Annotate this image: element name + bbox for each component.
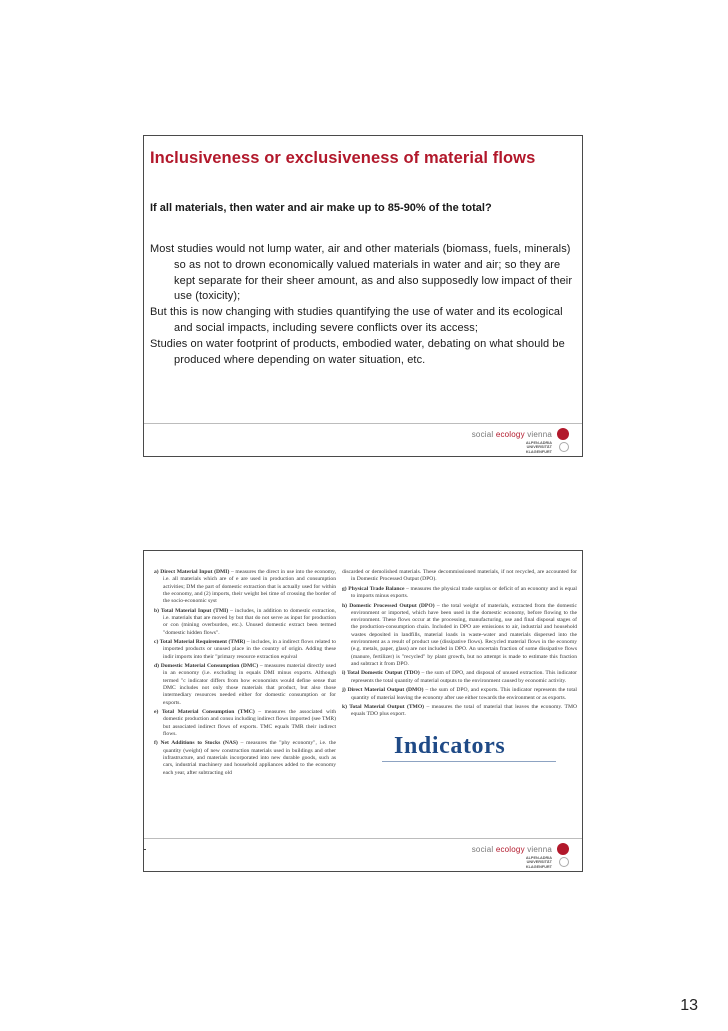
logo-mark-icon (557, 428, 569, 440)
definition-item: i) Total Domestic Output (TDO) – the sum of DPO, and disposal of unused extraction. This indicator represents the total quantity of material outputs to the environment caused by economic activity. (342, 670, 577, 684)
slide-title: Inclusiveness or exclusiveness of material flows (150, 149, 536, 167)
definition-item: f) Net Additions to Stocks (NAS) – measures the "phy economy", i.e. the quantity (weight) of new construction materials used in buildings and other infrastructure, and materials incorporated into new durable goods, such as cars, industrial machinery and household appliances added to the economy each year, after subtracting old (154, 740, 336, 776)
body-paragraph: Studies on water footprint of products, embodied water, debating on what should be produced where depending on water situation, etc. (150, 337, 565, 366)
indicators-badge (382, 733, 556, 762)
university-name: ALPEN-ADRIA UNIVERSITÄT KLAGENFURT (525, 856, 552, 869)
body-paragraph: But this is now changing with studies quantifying the use of water and its ecological and social impacts, including severe conflicts over its access; (150, 306, 563, 334)
definition-item: a) Direct Material Input (DMI) – measures the direct in use into the economy, i.e. all materials which are of e are used in production and consumption activities; DM the part of domestic extraction that is actually used for within the economy, and (2) imports, their weight bei time of crossing the border of the socio-economic syst (154, 569, 336, 605)
logo-mark-icon (557, 843, 569, 855)
definition-item: discarded or demolished materials. These decommissioned materials, if not recycled, are accounted for in Domestic Processed Output (DPO). (342, 569, 577, 583)
university-name: ALPEN-ADRIA UNIVERSITÄT KLAGENFURT (525, 441, 552, 454)
social-ecology-vienna-logo (458, 430, 570, 456)
slide-body (150, 242, 578, 368)
logo-wordmark: social ecology vienna (471, 845, 552, 854)
definition-item: b) Total Material Input (TMI) – includes, in addition to domestic extraction, i.e. materials that are moved by but that do not serve as input for production or con (mining overburden, etc.). Unused domestic extract been termed "domestic hidden flows". (154, 607, 336, 636)
footer-divider (144, 838, 582, 839)
definition-item: e) Total Material Consumption (TMC) – measures the associated with domestic production and consu including indirect flows imported (see TMR) but associated indirect flows of exports. TMC equals TMR their indirect flows. (154, 709, 336, 737)
slide-indicators (143, 550, 583, 872)
university-seal-icon (559, 442, 569, 452)
slide-question: If all materials, then water and air make up to 85-90% of the total? (150, 202, 492, 214)
definition-item: g) Physical Trade Balance – measures the physical trade surplus or deficit of an economy and is equal to imports minus exports. (342, 585, 577, 600)
definitions-right-column (342, 569, 577, 721)
body-paragraph: Most studies would not lump water, air and other materials (biomass, fuels, minerals) so as not to drown economically valued materials in water and air; so they are kept separate for their sheer amount, as and also supposedly low impact of their use (toxicity); (150, 243, 573, 303)
definition-item: h) Domestic Processed Output (DPO) – the total weight of materials, extracted from the domestic environment or imported, which have been used in the domestic economy, before flowing to the environment. These flows occur at the processing, manufacturing, use and final disposal stages of the production-consumption chain. Included in DPO are emissions to air, industrial and household wastes deposited in landfills, material loads in waste-water and materials dispersed into the environment as a result of product use (dissipative flows). Recycled material flows in the economy (e.g. metals, paper, glass) are not included in DPO. An uncertain fraction of some dissipative flows (manure, fertilizer) is "recycled" by plant growth, but no attempt is made to estimate this fraction and subtract it from DPO. (342, 602, 577, 667)
definition-item: j) Direct Material Output (DMO) – the sum of DPO, and exports. This indicator represents the total quantity of material leaving the economy after use either towards the environment or as exports. (342, 687, 577, 701)
university-seal-icon (559, 857, 569, 867)
slide-inclusiveness (143, 135, 583, 457)
footer-divider (144, 423, 582, 424)
indicators-heading: Indicators (394, 733, 506, 759)
page-number: 13 (680, 997, 698, 1014)
definition-item: d) Domestic Material Consumption (DMC) – measures material directly used in an economy (i.e. excluding in equals DMI minus exports. Although termed "c indicator differs from how economists would define sense that DMC includes not only those materials that product, but also those intermediary resources needed either for domestic consumption or for exports. (154, 663, 337, 706)
definition-item: c) Total Material Requirement (TMR) – includes, in a indirect flows related to imported products or unused place in the country of origin. Adding these indir imports into their "primary resource extraction equival (154, 639, 336, 660)
logo-wordmark: social ecology vienna (471, 430, 552, 439)
indicator-definitions-scan (149, 569, 577, 835)
margin-tick (143, 849, 146, 850)
social-ecology-vienna-logo (458, 845, 570, 871)
definition-item: k) Total Material Output (TMO) – measures the total of material that leaves the economy. TMO equals TDO plus export. (342, 703, 577, 718)
definitions-left-column (154, 569, 336, 779)
